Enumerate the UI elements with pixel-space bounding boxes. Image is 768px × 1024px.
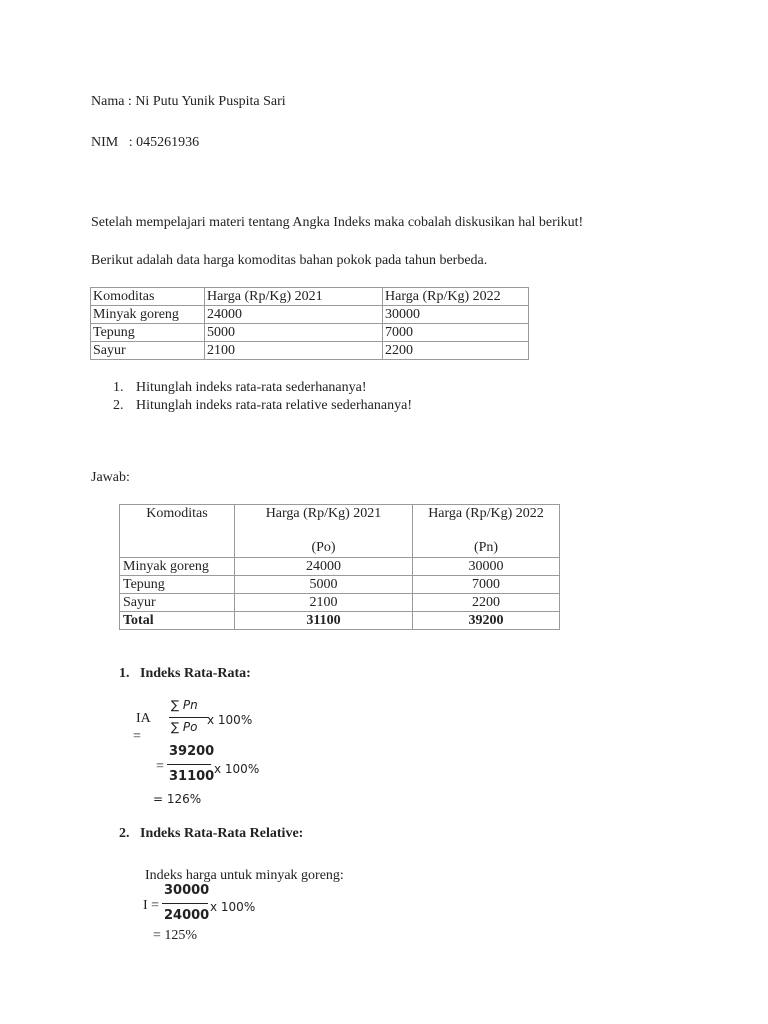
relative-multiplier: x 100% <box>210 900 256 914</box>
table-cell: 2100 <box>235 594 413 612</box>
formula-fraction-line <box>169 717 209 718</box>
calc-multiplier: x 100% <box>214 762 260 776</box>
table-header-cell <box>235 505 413 558</box>
formula-denominator: ∑ Po <box>171 720 198 734</box>
relative-fraction-line <box>162 903 208 904</box>
table-cell: 30000 <box>383 306 529 324</box>
table-cell: Sayur <box>120 594 235 612</box>
header-symbol-label: (Pn) <box>473 540 499 555</box>
student-nim: NIM : 045261936 <box>91 135 200 150</box>
table-cell: 24000 <box>205 306 383 324</box>
formula-multiplier: x 100% <box>207 713 253 727</box>
ia-equals: = <box>133 729 141 744</box>
table-cell: Tepung <box>120 576 235 594</box>
instruction-text: Setelah mempelajari materi tentang Angka Indeks maka cobalah diskusikan hal berikut! <box>91 215 584 230</box>
table-cell: 7000 <box>413 576 560 594</box>
table-header-row <box>91 288 529 306</box>
commodity-price-table <box>90 287 529 360</box>
i-label: I = <box>143 898 160 913</box>
table-header-cell: Harga (Rp/Kg) 2022 <box>383 288 529 306</box>
table-row <box>120 576 560 594</box>
question-number: 2. <box>113 398 124 413</box>
relative-index-subheading: Indeks harga untuk minyak goreng: <box>145 868 344 883</box>
table-row <box>91 306 529 324</box>
table-cell: 5000 <box>235 576 413 594</box>
table-cell: 2100 <box>205 342 383 360</box>
table-header-cell: Harga (Rp/Kg) 2021 <box>205 288 383 306</box>
result-simple-index: = 126% <box>153 792 202 806</box>
table-cell: Sayur <box>91 342 205 360</box>
section-heading-relative-index: 2. Indeks Rata-Rata Relative: <box>119 826 304 841</box>
table-total-row <box>120 612 560 630</box>
header-symbol-label: (Po) <box>311 540 336 555</box>
table-cell: Minyak goreng <box>91 306 205 324</box>
table-cell: 24000 <box>235 558 413 576</box>
table-row <box>91 342 529 360</box>
question-text: Hitunglah indeks rata-rata relative sederhananya! <box>136 398 412 413</box>
table-cell: Tepung <box>91 324 205 342</box>
table-header-cell: Komoditas <box>91 288 205 306</box>
table-cell: 5000 <box>205 324 383 342</box>
table-cell: 2200 <box>413 594 560 612</box>
relative-numerator: 30000 <box>164 883 210 898</box>
table-row <box>120 558 560 576</box>
table-header-cell: Komoditas <box>120 505 235 558</box>
question-text: Hitunglah indeks rata-rata sederhananya! <box>136 380 367 395</box>
header-year-label: Harga (Rp/Kg) 2021 <box>265 506 382 521</box>
table-cell: 2200 <box>383 342 529 360</box>
question-number: 1. <box>113 380 124 395</box>
formula-numerator: ∑ Pn <box>171 698 198 712</box>
total-value: 39200 <box>413 612 560 630</box>
calc-numerator: 39200 <box>169 744 215 759</box>
answer-label: Jawab: <box>91 470 130 485</box>
table-cell: 7000 <box>383 324 529 342</box>
section-heading-simple-index: 1. Indeks Rata-Rata: <box>119 666 251 681</box>
relative-denominator: 24000 <box>164 908 210 923</box>
header-year-label: Harga (Rp/Kg) 2022 <box>428 506 544 521</box>
total-label: Total <box>120 612 235 630</box>
table-row <box>120 594 560 612</box>
calc-equals: = <box>156 759 164 774</box>
table-cell: 30000 <box>413 558 560 576</box>
calc-denominator: 31100 <box>169 769 215 784</box>
calc-fraction-line <box>167 764 211 765</box>
table-row <box>91 324 529 342</box>
table-cell: Minyak goreng <box>120 558 235 576</box>
data-intro-text: Berikut adalah data harga komoditas bahan pokok pada tahun berbeda. <box>91 253 488 268</box>
table-header-cell <box>413 505 560 558</box>
answer-price-table <box>119 504 560 630</box>
result-relative-index: = 125% <box>153 928 198 943</box>
total-value: 31100 <box>235 612 413 630</box>
student-name: Nama : Ni Putu Yunik Puspita Sari <box>91 94 286 109</box>
table-header-row <box>120 505 560 558</box>
ia-label: IA <box>136 711 151 726</box>
